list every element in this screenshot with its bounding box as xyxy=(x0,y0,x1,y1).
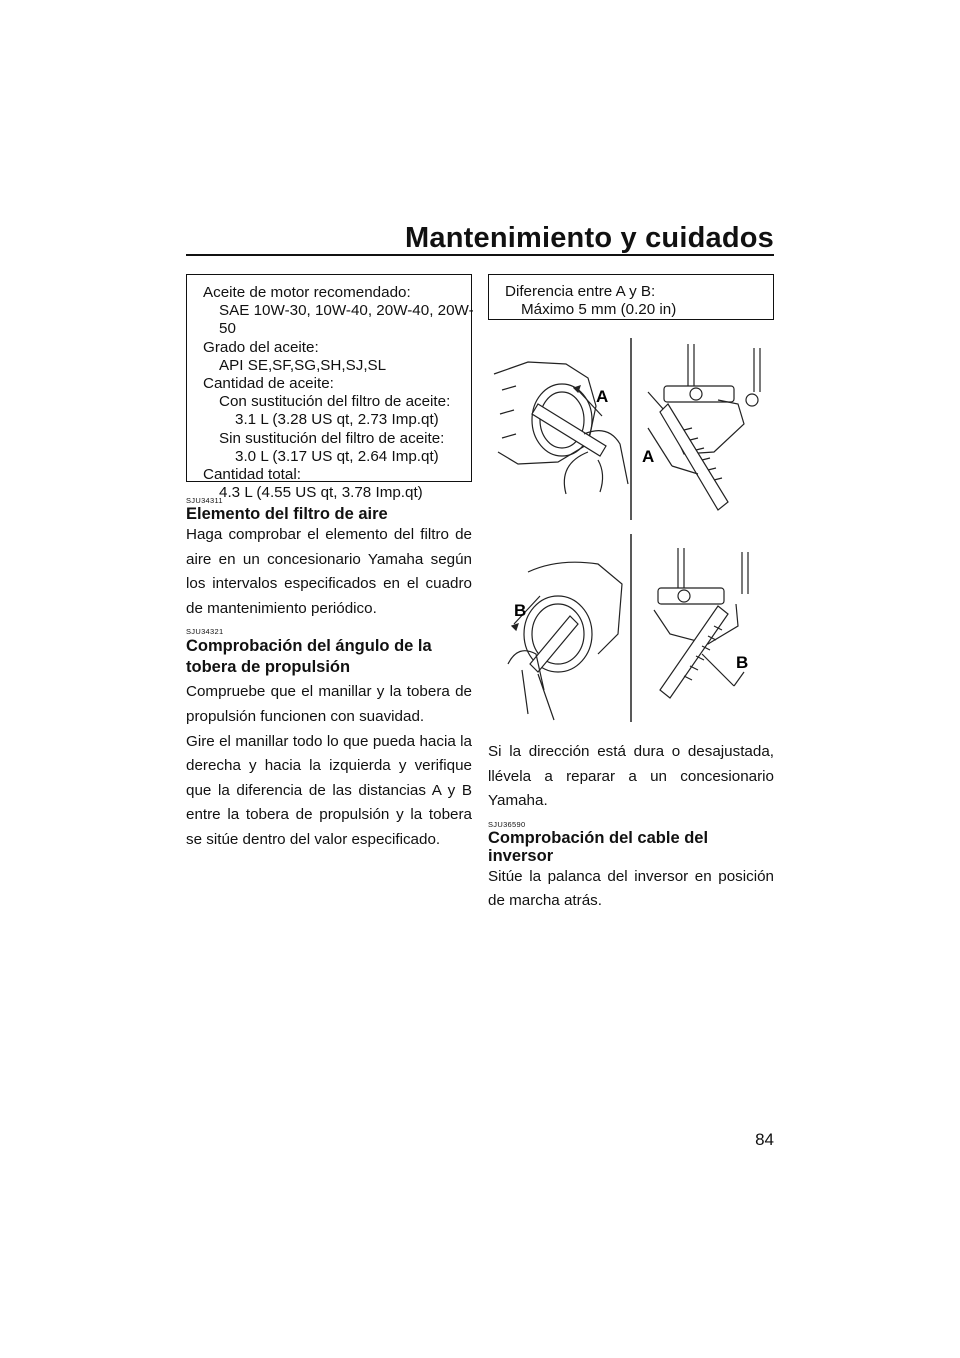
oil-spec-line: 3.1 L (3.28 US qt, 2.73 Imp.qt) xyxy=(235,411,439,429)
nozzle-angle-text-2: Gire el manillar todo lo que pueda hacia la derecha y hacia la izquierda y verifique que la diferencia de las distancias A y B entre la tobera de propulsión y la tobera se sitúe dentro del valor especificado. xyxy=(186,732,472,848)
label-b-photo: B xyxy=(514,601,527,620)
oil-spec-line: Cantidad de aceite: xyxy=(203,375,334,393)
label-a-photo: A xyxy=(596,387,609,406)
section-heading-reverse-cable: Comprobación del cable del inversor xyxy=(488,828,709,865)
steering-advice-text: Si la dirección está dura o desajustada, llévela a reparar a un concesionario Yamaha. xyxy=(488,743,774,810)
left-column xyxy=(186,492,472,853)
difference-spec-box xyxy=(488,274,774,320)
nozzle-measurement-illustration xyxy=(488,334,774,726)
label-b-drawing: B xyxy=(736,653,749,672)
oil-spec-line: API SE,SF,SG,SH,SJ,SL xyxy=(219,356,387,374)
air-filter-text: Haga comprobar el elemento del filtro de aire en un concesionario Yamaha según los intervalos especificados en el cuadro de mantenimiento periódico. xyxy=(186,526,472,617)
page-title: Mantenimiento y cuidados xyxy=(405,222,774,254)
section-code: SJU34321 xyxy=(186,627,224,637)
oil-spec-line: 4.3 L (4.55 US qt, 3.78 Imp.qt) xyxy=(219,484,423,502)
oil-spec-line: 3.0 L (3.17 US qt, 2.64 Imp.qt) xyxy=(235,447,439,465)
oil-spec-line: 50 xyxy=(219,320,236,338)
oil-spec-line: Grado del aceite: xyxy=(203,338,319,356)
reverse-cable-text: Sitúe la palanca del inversor en posición de marcha atrás. xyxy=(488,867,774,910)
label-a-drawing: A xyxy=(642,447,655,466)
section-heading-air-filter: Elemento del filtro de aire xyxy=(186,505,388,523)
nozzle-angle-text-1: Compruebe que el manillar y la tobera de propulsión funcionen con suavidad. xyxy=(186,683,472,725)
section-code: SJU34311 xyxy=(186,496,223,505)
section-code: SJU36590 xyxy=(488,819,526,829)
oil-spec-line: SAE 10W-30, 10W-40, 20W-40, 20W- xyxy=(219,302,474,320)
right-column xyxy=(488,740,774,914)
oil-spec-line: Cantidad total: xyxy=(203,466,301,484)
title-rule xyxy=(186,254,774,256)
difference-spec-line: Máximo 5 mm (0.20 in) xyxy=(521,301,677,319)
nozzle-measurement-figure xyxy=(488,334,774,726)
oil-spec-line: Aceite de motor recomendado: xyxy=(203,284,411,301)
oil-spec-line: Con sustitución del filtro de aceite: xyxy=(219,393,451,411)
difference-spec-line: Diferencia entre A y B: xyxy=(505,283,656,300)
oil-spec-line: Sin sustitución del filtro de aceite: xyxy=(219,429,445,447)
page-number: 84 xyxy=(755,1130,774,1149)
section-heading-nozzle-angle: Comprobación del ángulo de la tobera de propulsión xyxy=(186,637,432,677)
